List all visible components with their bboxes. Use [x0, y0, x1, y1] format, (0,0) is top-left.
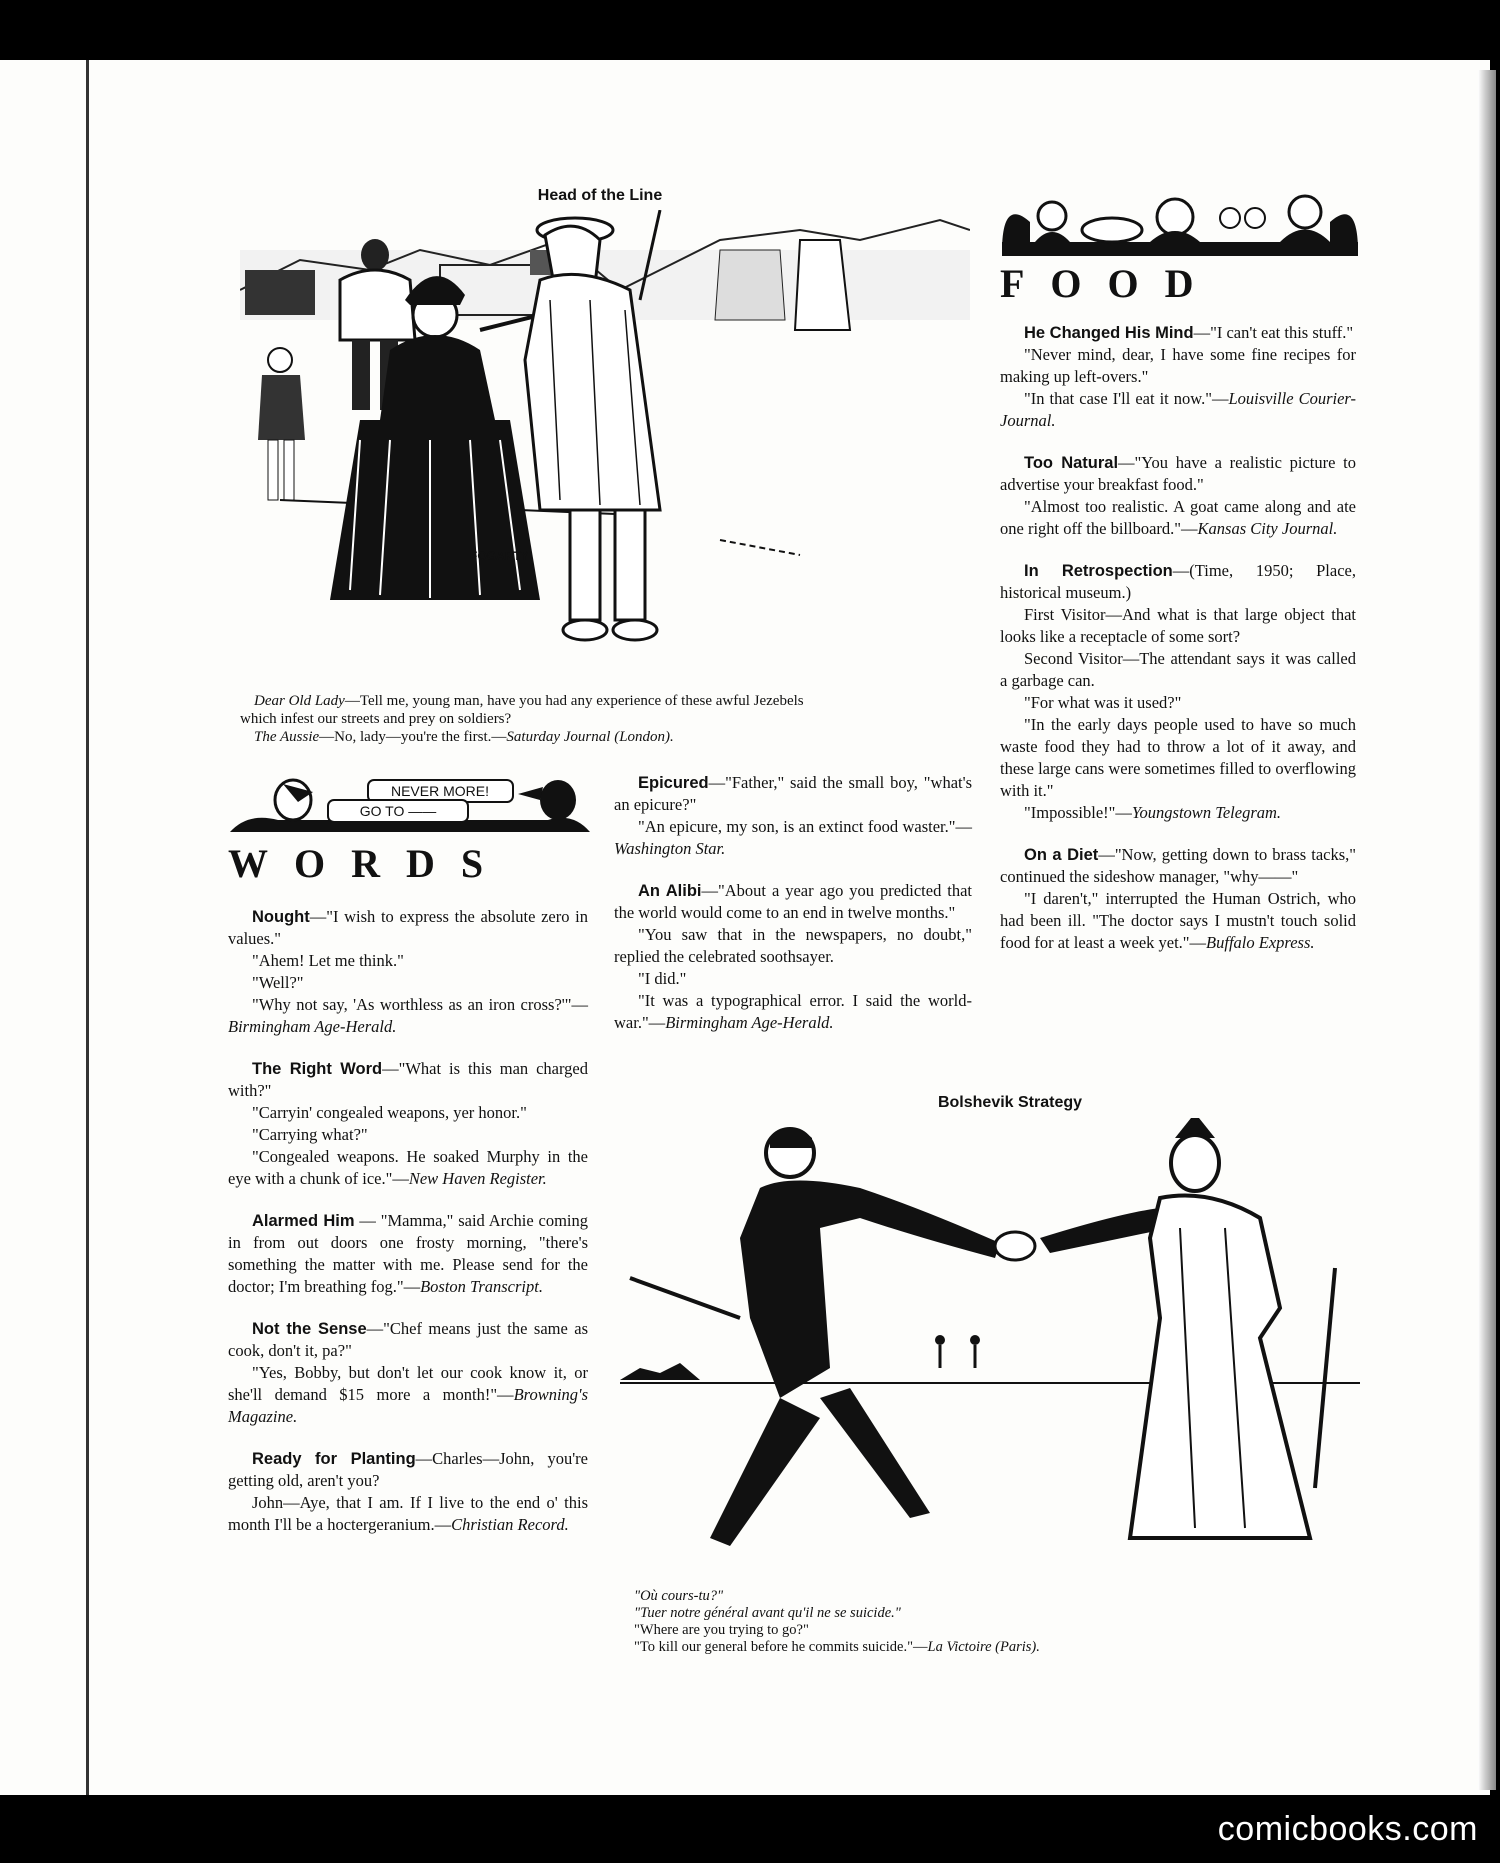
caption-city: (London).	[614, 729, 674, 745]
bolshevik-caption	[634, 1588, 1354, 1656]
caption-line-3: —No, lady—you're the first.—	[319, 729, 507, 745]
words-item-alarmed-him: Alarmed Him — "Mamma," said Archie coming in from out doors one frosty morning, "there's something the matter with me. Please send for the doctor; I'm breathing fog."—Boston Transcript.	[228, 1211, 589, 1296]
food-header-illustration	[1000, 192, 1360, 260]
site-watermark: comicbooks.com	[1217, 1810, 1478, 1848]
bolshevik-caption-line-1: "Où cours-tu?"	[634, 1588, 724, 1604]
binding-gutter	[86, 60, 89, 1795]
words-header-illustration	[228, 772, 592, 836]
head-of-line-caption	[240, 692, 970, 746]
food-title: FOOD	[1000, 261, 1220, 306]
head-of-line-illustration	[240, 210, 970, 680]
page-edge	[1478, 70, 1496, 1790]
head-of-line-title: Head of the Line	[537, 187, 663, 204]
bolshevik-caption-source: La Victoire	[927, 1639, 992, 1655]
bolshevik-caption-line-3: "Where are you trying to go?"	[634, 1622, 809, 1638]
caption-source: Saturday Journal	[506, 729, 611, 745]
caption-speaker-aussie: The Aussie	[254, 729, 320, 745]
food-item-on-a-diet: On a Diet—"Now, getting down to brass tacks," continued the sideshow manager, "why——" "I daren't," interrupted the Human Ostrich, who had been ill. "The doctor says I mustn't touch solid food for at least a week yet."—Buffalo Express.	[1000, 845, 1356, 952]
bolshevik-caption-city: (Paris).	[995, 1639, 1040, 1655]
words-item-not-the-sense: Not the Sense—"Chef means just the same as cook, don't it, pa?" "Yes, Bobby, but don't let our cook know it, or she'll demand $15 more a month!"—Browning's Magazine.	[228, 1319, 588, 1426]
words-title: WORDS	[228, 841, 510, 886]
caption-line-1: —Tell me, young man, have you had any experience of these awful Jezebels	[344, 693, 804, 709]
words-item-right-word: The Right Word—"What is this man charged with?" "Carryin' congealed weapons, yer honor." "Carrying what?" "Congealed weapons. He soaked Murphy in the eye with a chunk of ice."—New Haven Register.	[228, 1059, 588, 1188]
words-item-ready-for-planting: Ready for Planting—Charles—John, you're getting old, aren't you? John—Aye, that I am. If I live to the end o' this month I'll be a hoctergeranium.—Christian Record.	[228, 1449, 588, 1534]
middle-column	[614, 772, 972, 1054]
bolshevik-caption-line-4: "To kill our general before he commits suicide."—	[634, 1639, 928, 1655]
food-column	[1000, 322, 1356, 974]
bolshevik-title: Bolshevik Strategy	[937, 1094, 1083, 1111]
words-item-an-alibi: An Alibi—"About a year ago you predicted that the world would come to an end in twelve months." "You saw that in the newspapers, no doubt," replied the celebrated soothsayer. "I did." "It was a typographical error. I said the world-war."—Birmingham Age-Herald.	[614, 881, 973, 1032]
caption-speaker-lady: Dear Old Lady	[254, 693, 345, 709]
bolshevik-caption-line-2: "Tuer notre général avant qu'il ne se suicide."	[634, 1605, 901, 1621]
caption-line-2: which infest our streets and prey on soldiers?	[240, 711, 512, 727]
bolshevik-illustration	[620, 1118, 1360, 1588]
artist-signature: FOGARTY	[470, 549, 529, 563]
food-item-changed-mind: He Changed His Mind—"I can't eat this stuff." "Never mind, dear, I have some fine recipes for making up left-overs." "In that case I'll eat it now."—Louisville Courier-Journal.	[1000, 323, 1356, 430]
sign-never-more: NEVER MORE!	[390, 783, 490, 799]
words-column	[228, 906, 588, 1556]
words-item-epicured: Epicured—"Father," said the small boy, "what's an epicure?" "An epicure, my son, is an extinct food waster."—Washington Star.	[614, 773, 972, 858]
food-item-too-natural: Too Natural—"You have a realistic picture to advertise your breakfast food." "Almost too realistic. A goat came along and ate one right off the billboard."—Kansas City Journal.	[1000, 453, 1356, 538]
food-item-retrospection: In Retrospection—(Time, 1950; Place, historical museum.) First Visitor—And what is that large object that looks like a receptacle of some sort? Second Visitor—The attendant says it was called a garbage can. "For what was it used?" "In the early days people used to have so much waste food they had to throw a lot of it away, and these large cans were sometimes filled to overflowing with it." "Impossible!"—Youngstown Telegram.	[1000, 561, 1356, 822]
sign-go-to: GO TO ——	[359, 803, 437, 819]
words-item-nought: Nought—"I wish to express the absolute zero in values." "Ahem! Let me think." "Well?" "Why not say, 'As worthless as an iron cross?'"—Birmingham Age-Herald.	[228, 907, 588, 1036]
